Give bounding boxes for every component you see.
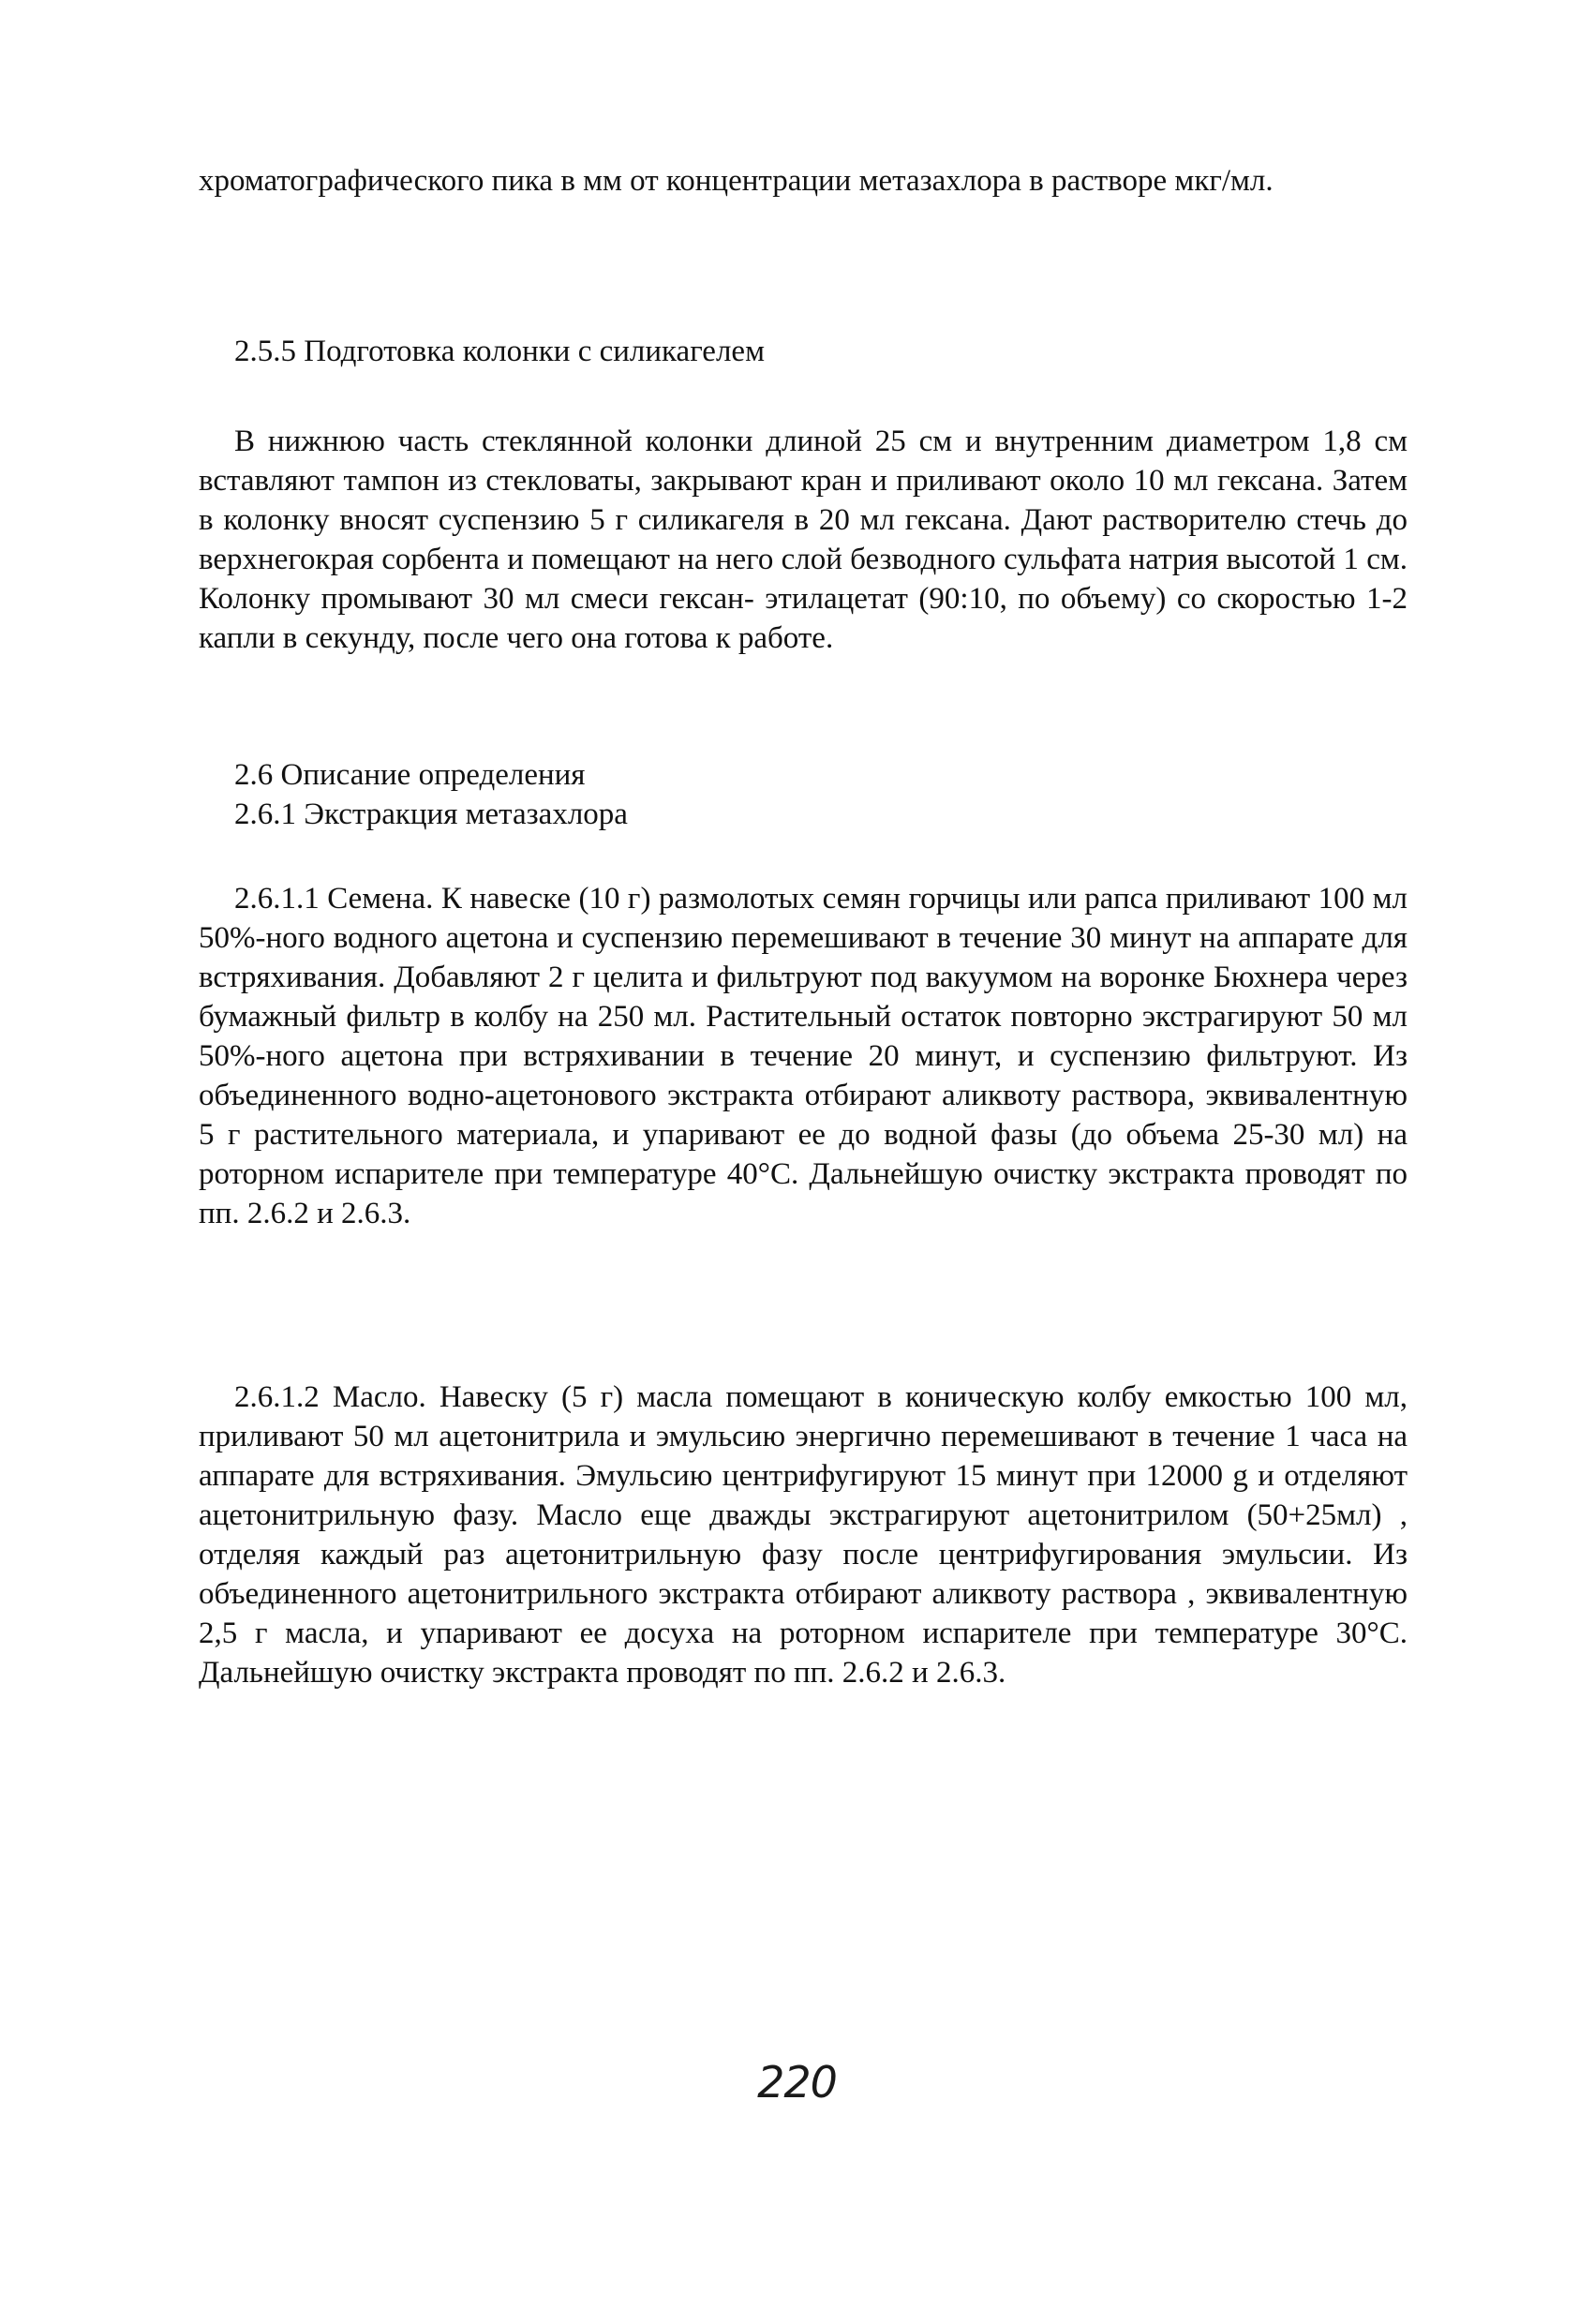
paragraph-seeds-extraction: 2.6.1.1 Семена. К навеске (10 г) размолотых семян горчицы или рапса приливают 100 мл 50%-ного водного ацетона и суспензию перемешивают в течение 30 минут на аппарате для встряхивания. Добавляют 2 г целита и фильтруют под вакуумом на воронке Бюхнера через бумажный фильтр в колбу на 250 мл. Растительный остаток повторно экстрагируют 50 мл 50%-ного ацетона при встряхивании в течение 20 минут, и суспензию фильтруют. Из объединенного водно-ацетонового экстракта отбирают аликвоту раствора, эквивалентную 5 г растительного материала, и упаривают ее до водной фазы (до объема 25-30 мл) на роторном испарителе при температуре 40°С. Дальнейшую очистку экстракта проводят по пп. 2.6.2 и 2.6.3.: [199, 882, 1408, 1230]
subsection-heading-2-6-1: 2.6.1 Экстракция метазахлора: [234, 797, 628, 831]
paragraph-oil-extraction: 2.6.1.2 Масло. Навеску (5 г) масла помещают в коническую колбу емкостью 100 мл, приливают 50 мл ацетонитрила и эмульсию энергично перемешивают в течение 1 часа на аппарате для встряхивания. Эмульсию центрифугируют 15 минут при 12000 g и отделяют ацетонитрильную фазу. Масло еще дважды экстрагируют ацетонитрилом (50+25мл) , отделяя каждый раз ацетонитрильную фазу после центрифугирования эмульсии. Из объединенного ацетонитрильного экстракта отбирают аликвоту раствора , эквивалентную 2,5 г масла, и упаривают ее досуха на роторном испарителе при температуре 30°С. Дальнейшую очистку экстракта проводят по пп. 2.6.2 и 2.6.3.: [199, 1380, 1408, 1690]
section-heading-2-6: 2.6 Описание определения: [234, 758, 586, 792]
page-number: 220: [757, 2057, 837, 2108]
paragraph-column-preparation: В нижнюю часть стеклянной колонки длиной 25 см и внутренним диаметром 1,8 см вставляют тампон из стекловаты, закрывают кран и приливают около 10 мл гексана. Затем в колонку вносят суспензию 5 г силикагеля в 20 мл гексана. Дают растворителю стечь до верхнегокрая сорбента и помещают на него слой безводного сульфата натрия высотой 1 см. Колонку промывают 30 мл смеси гексан- этилацетат (90:10, по объему) со скоростью 1-2 капли в секунду, после чего она готова к работе.: [199, 425, 1408, 655]
section-heading-2-5-5: 2.5.5 Подготовка колонки с силикагелем: [234, 335, 765, 368]
intro-paragraph-fragment: хроматографического пика в мм от концентрации метазахлора в растворе мкг/мл.: [199, 164, 1274, 198]
